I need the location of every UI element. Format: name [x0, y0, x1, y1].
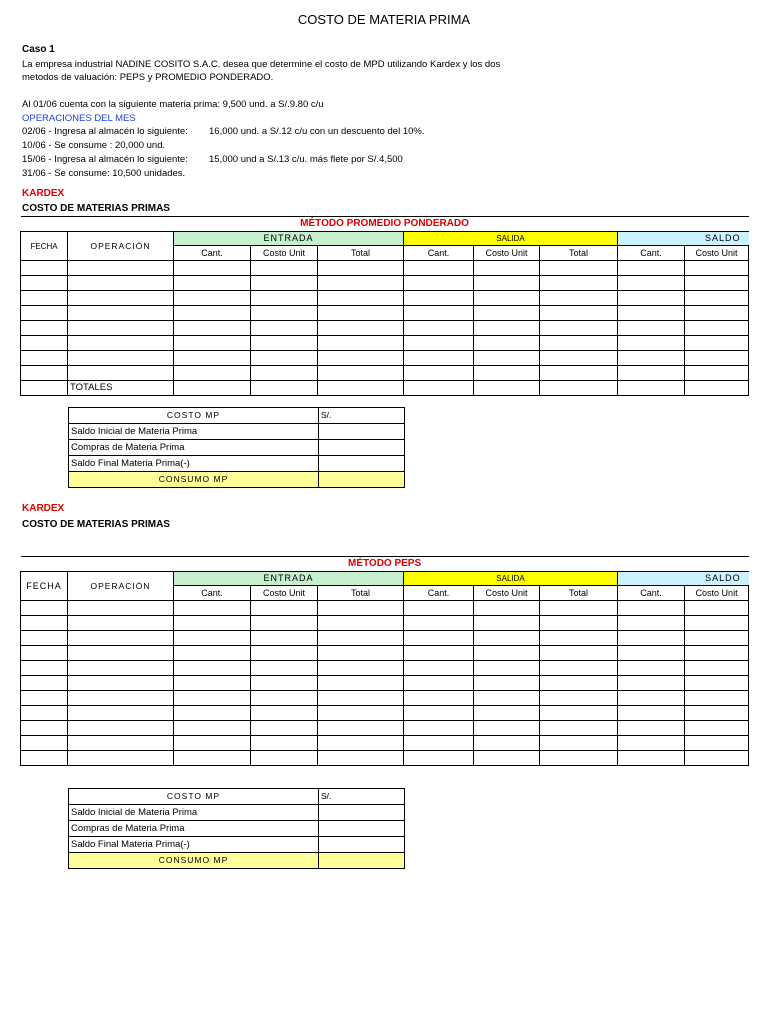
kardex-label: KARDEX: [22, 503, 65, 514]
page-title: COSTO DE MATERIA PRIMA: [297, 12, 471, 27]
table-cell[interactable]: [68, 351, 174, 366]
table-cell[interactable]: [404, 616, 474, 631]
table-cell[interactable]: [474, 291, 540, 306]
sub-header-total: Total: [540, 246, 618, 261]
table-cell[interactable]: [251, 291, 318, 306]
table-cell[interactable]: [21, 601, 68, 616]
table-cell[interactable]: [618, 261, 685, 276]
sub-header-costo-unit: Costo Unit: [685, 246, 749, 261]
table-cell[interactable]: [685, 381, 749, 396]
sub-header-costo-unit: Costo Unit: [474, 246, 540, 261]
operation-desc: 15/06 - Ingresa al almacén lo siguiente:: [22, 154, 188, 165]
table-cell[interactable]: [68, 321, 174, 336]
table-cell[interactable]: [174, 276, 251, 291]
table-cell[interactable]: [685, 661, 749, 676]
table-cell[interactable]: [618, 291, 685, 306]
table-cell[interactable]: [174, 351, 251, 366]
table-cell[interactable]: [474, 631, 540, 646]
table-cell[interactable]: [618, 646, 685, 661]
table-cell[interactable]: [474, 336, 540, 351]
table-cell[interactable]: [540, 751, 618, 766]
table-cell[interactable]: [474, 721, 540, 736]
value-cell[interactable]: [319, 805, 405, 821]
table-cell[interactable]: [474, 736, 540, 751]
table-cell[interactable]: [685, 751, 749, 766]
table-cell[interactable]: [618, 706, 685, 721]
col-fecha-header: FECHA: [21, 232, 68, 261]
costo-mp-table-peps: [68, 788, 405, 869]
table-cell[interactable]: [174, 736, 251, 751]
table-cell[interactable]: [404, 676, 474, 691]
table-cell[interactable]: [404, 706, 474, 721]
table-cell[interactable]: [174, 601, 251, 616]
table-cell[interactable]: [318, 616, 404, 631]
table-cell[interactable]: [404, 751, 474, 766]
table-cell[interactable]: [174, 676, 251, 691]
table-cell[interactable]: [540, 661, 618, 676]
kardex-table-promedio: [20, 216, 749, 396]
table-cell[interactable]: [21, 366, 68, 381]
table-cell[interactable]: [21, 291, 68, 306]
table-cell[interactable]: [21, 321, 68, 336]
table-cell[interactable]: [21, 736, 68, 751]
table-cell[interactable]: [318, 676, 404, 691]
table-cell[interactable]: [318, 351, 404, 366]
table-cell[interactable]: [404, 736, 474, 751]
table-cell[interactable]: [618, 336, 685, 351]
row-saldo-final: Saldo Final Materia Prima(-): [69, 456, 319, 472]
table-row: [21, 721, 749, 736]
table-cell[interactable]: [174, 721, 251, 736]
table-cell[interactable]: [404, 661, 474, 676]
case-intro-line1: La empresa industrial NADINE COSITO S.A.C. desea que determine el costo de MPD utilizando Kardex y los dos: [22, 59, 501, 70]
table-cell[interactable]: [21, 646, 68, 661]
group-saldo-header: SALDO: [618, 232, 749, 246]
table-cell[interactable]: [618, 736, 685, 751]
kardex-body: [21, 601, 749, 766]
table-cell[interactable]: [474, 351, 540, 366]
consumo-mp-value[interactable]: [319, 472, 405, 488]
table-cell[interactable]: [474, 306, 540, 321]
table-cell[interactable]: [68, 336, 174, 351]
table-row: [21, 706, 749, 721]
table-cell[interactable]: [68, 661, 174, 676]
case-label: Caso 1: [22, 44, 55, 55]
table-cell[interactable]: [68, 721, 174, 736]
group-entrada-header: ENTRADA: [174, 572, 404, 586]
sub-header-cant: Cant.: [404, 246, 474, 261]
table-cell[interactable]: [251, 366, 318, 381]
table-cell[interactable]: [251, 736, 318, 751]
table-cell[interactable]: [685, 721, 749, 736]
table-cell[interactable]: [174, 706, 251, 721]
table-cell[interactable]: [251, 721, 318, 736]
table-cell[interactable]: [251, 261, 318, 276]
table-cell[interactable]: [618, 631, 685, 646]
table-cell[interactable]: [21, 691, 68, 706]
sub-header-cant: Cant.: [404, 586, 474, 601]
sub-header-cant: Cant.: [174, 246, 251, 261]
operations-heading: OPERACIONES DEL MES: [22, 113, 136, 124]
table-cell[interactable]: [404, 276, 474, 291]
table-cell[interactable]: [540, 646, 618, 661]
table-cell[interactable]: [540, 736, 618, 751]
table-cell[interactable]: [540, 601, 618, 616]
table-cell[interactable]: [540, 261, 618, 276]
row-saldo-inicial: Saldo Inicial de Materia Prima: [69, 805, 319, 821]
table-cell[interactable]: [318, 601, 404, 616]
table-cell[interactable]: [68, 291, 174, 306]
table-cell[interactable]: [251, 351, 318, 366]
table-cell[interactable]: [174, 306, 251, 321]
table-cell[interactable]: [21, 261, 68, 276]
table-cell[interactable]: [618, 321, 685, 336]
table-row: [21, 321, 749, 336]
table-cell[interactable]: [540, 631, 618, 646]
table-cell[interactable]: [318, 381, 404, 396]
table-cell[interactable]: [618, 276, 685, 291]
group-salida-header: SALIDA: [404, 572, 618, 586]
value-cell[interactable]: [319, 456, 405, 472]
table-cell[interactable]: [540, 291, 618, 306]
table-cell[interactable]: [474, 751, 540, 766]
table-row: [21, 601, 749, 616]
table-cell[interactable]: [21, 706, 68, 721]
initial-stock-text: Al 01/06 cuenta con la siguiente materia prima: 9,500 und. a S/.9.80 c/u: [22, 99, 324, 110]
group-salida-header: SALIDA: [404, 232, 618, 246]
table-cell[interactable]: [68, 306, 174, 321]
col-operacion-header: OPERACIÓN: [68, 572, 174, 601]
row-compras: Compras de Materia Prima: [69, 440, 319, 456]
sub-header-cant: Cant.: [618, 246, 685, 261]
table-cell[interactable]: [68, 706, 174, 721]
table-cell[interactable]: [21, 661, 68, 676]
table-cell[interactable]: [685, 706, 749, 721]
table-cell[interactable]: [404, 691, 474, 706]
table-cell[interactable]: [21, 751, 68, 766]
table-cell[interactable]: [618, 306, 685, 321]
table-cell[interactable]: [685, 366, 749, 381]
row-compras: Compras de Materia Prima: [69, 821, 319, 837]
table-cell[interactable]: [174, 261, 251, 276]
table-cell[interactable]: [540, 351, 618, 366]
value-cell[interactable]: [319, 821, 405, 837]
table-cell[interactable]: [21, 721, 68, 736]
table-cell[interactable]: [685, 321, 749, 336]
table-cell[interactable]: [685, 276, 749, 291]
table-cell[interactable]: [68, 676, 174, 691]
table-cell[interactable]: [318, 646, 404, 661]
sub-header-costo-unit: Costo Unit: [251, 586, 318, 601]
table-cell[interactable]: [404, 351, 474, 366]
table-cell[interactable]: [618, 676, 685, 691]
table-cell[interactable]: [618, 751, 685, 766]
currency-label: S/.: [319, 408, 405, 424]
table-cell[interactable]: [318, 336, 404, 351]
table-cell[interactable]: [318, 706, 404, 721]
table-cell[interactable]: [685, 616, 749, 631]
costo-mp-header: COSTO MP: [69, 408, 319, 424]
table-row: [21, 261, 749, 276]
table-row: [21, 661, 749, 676]
case-intro-line2: metodos de valuación: PEPS y PROMEDIO PONDERADO.: [22, 72, 274, 83]
table-cell[interactable]: [474, 676, 540, 691]
table-cell[interactable]: [318, 631, 404, 646]
method-title: MÉTODO PEPS: [21, 557, 749, 572]
table-row: [21, 351, 749, 366]
table-cell[interactable]: [318, 291, 404, 306]
table-cell[interactable]: [685, 336, 749, 351]
table-cell[interactable]: [474, 661, 540, 676]
table-cell[interactable]: [318, 276, 404, 291]
table-cell[interactable]: [174, 751, 251, 766]
table-cell[interactable]: [21, 351, 68, 366]
table-cell[interactable]: [21, 676, 68, 691]
table-cell[interactable]: [474, 321, 540, 336]
table-cell[interactable]: [474, 366, 540, 381]
table-cell[interactable]: [68, 751, 174, 766]
table-cell[interactable]: [618, 616, 685, 631]
table-cell[interactable]: [685, 646, 749, 661]
row-saldo-final: Saldo Final Materia Prima(-): [69, 837, 319, 853]
operation-desc: 10/06 - Se consume : 20,000 und.: [22, 140, 166, 151]
table-cell[interactable]: [318, 751, 404, 766]
table-cell[interactable]: [540, 721, 618, 736]
table-cell[interactable]: [618, 381, 685, 396]
table-cell[interactable]: [174, 616, 251, 631]
table-cell[interactable]: [685, 261, 749, 276]
table-cell[interactable]: [251, 321, 318, 336]
table-cell[interactable]: [404, 306, 474, 321]
group-entrada-header: ENTRADA: [174, 232, 404, 246]
table-row: [21, 751, 749, 766]
table-cell[interactable]: [540, 691, 618, 706]
totals-label: TOTALES: [68, 381, 174, 396]
table-cell[interactable]: [618, 661, 685, 676]
sub-header-total: Total: [318, 586, 404, 601]
col-operacion-header: OPERACIÓN: [68, 232, 174, 261]
table-cell[interactable]: [68, 261, 174, 276]
table-cell[interactable]: [404, 381, 474, 396]
sub-header-costo-unit: Costo Unit: [474, 586, 540, 601]
consumo-mp-value[interactable]: [319, 853, 405, 869]
table-cell[interactable]: [685, 676, 749, 691]
table-row: [21, 291, 749, 306]
value-cell[interactable]: [319, 837, 405, 853]
table-cell[interactable]: [174, 646, 251, 661]
table-row: [21, 616, 749, 631]
table-cell[interactable]: [404, 646, 474, 661]
table-cell[interactable]: [540, 276, 618, 291]
table-cell[interactable]: [685, 601, 749, 616]
table-cell[interactable]: [540, 706, 618, 721]
costo-mp-table-promedio: [68, 407, 405, 488]
table-cell[interactable]: [474, 601, 540, 616]
value-cell[interactable]: [319, 424, 405, 440]
kardex-table-peps: [20, 556, 749, 766]
table-cell[interactable]: [174, 321, 251, 336]
table-cell[interactable]: [404, 721, 474, 736]
table-cell[interactable]: [68, 691, 174, 706]
table-cell[interactable]: [618, 691, 685, 706]
table-cell[interactable]: [618, 351, 685, 366]
table-cell[interactable]: [318, 306, 404, 321]
table-row: [21, 646, 749, 661]
table-row: [21, 691, 749, 706]
table-cell[interactable]: [404, 261, 474, 276]
table-cell[interactable]: [251, 631, 318, 646]
consumo-mp-label: CONSUMO MP: [69, 472, 319, 488]
table-cell[interactable]: [474, 706, 540, 721]
operation-detail: 15,000 und a S/.13 c/u. más flete por S/.4,500: [209, 154, 403, 165]
table-cell[interactable]: [174, 381, 251, 396]
table-cell[interactable]: [251, 646, 318, 661]
table-cell[interactable]: [68, 366, 174, 381]
table-cell[interactable]: [474, 691, 540, 706]
table-cell[interactable]: [474, 616, 540, 631]
table-cell[interactable]: [251, 336, 318, 351]
table-cell[interactable]: [251, 616, 318, 631]
table-cell[interactable]: [540, 306, 618, 321]
table-cell[interactable]: [685, 306, 749, 321]
kardex-subtitle: COSTO DE MATERIAS PRIMAS: [22, 519, 170, 530]
currency-label: S/.: [319, 789, 405, 805]
table-cell[interactable]: [68, 631, 174, 646]
table-cell[interactable]: [404, 631, 474, 646]
table-cell[interactable]: [685, 291, 749, 306]
table-cell[interactable]: [474, 381, 540, 396]
table-cell[interactable]: [318, 261, 404, 276]
table-cell[interactable]: [618, 366, 685, 381]
table-cell[interactable]: [404, 601, 474, 616]
col-fecha-header: FECHA: [21, 572, 68, 601]
table-cell[interactable]: [21, 336, 68, 351]
table-row: [21, 276, 749, 291]
row-saldo-inicial: Saldo Inicial de Materia Prima: [69, 424, 319, 440]
table-row: [21, 336, 749, 351]
kardex-subtitle: COSTO DE MATERIAS PRIMAS: [22, 203, 170, 214]
table-cell[interactable]: [251, 381, 318, 396]
table-cell[interactable]: [251, 601, 318, 616]
value-cell[interactable]: [319, 440, 405, 456]
table-cell[interactable]: [251, 706, 318, 721]
table-cell[interactable]: [68, 616, 174, 631]
table-cell[interactable]: [251, 691, 318, 706]
table-cell[interactable]: [318, 366, 404, 381]
table-row: [21, 366, 749, 381]
table-cell[interactable]: [685, 691, 749, 706]
table-cell[interactable]: [404, 291, 474, 306]
table-cell[interactable]: [21, 381, 68, 396]
table-cell[interactable]: [174, 336, 251, 351]
table-cell[interactable]: [21, 631, 68, 646]
table-cell[interactable]: [174, 366, 251, 381]
table-cell[interactable]: [540, 366, 618, 381]
table-cell[interactable]: [474, 276, 540, 291]
table-row: [21, 736, 749, 751]
table-cell[interactable]: [404, 321, 474, 336]
table-cell[interactable]: [174, 661, 251, 676]
kardex-label: KARDEX: [22, 188, 65, 199]
sub-header-total: Total: [318, 246, 404, 261]
table-cell[interactable]: [251, 661, 318, 676]
table-cell[interactable]: [404, 336, 474, 351]
sub-header-total: Total: [540, 586, 618, 601]
costo-mp-header: COSTO MP: [69, 789, 319, 805]
table-cell[interactable]: [68, 601, 174, 616]
table-cell[interactable]: [318, 321, 404, 336]
sub-header-cant: Cant.: [618, 586, 685, 601]
table-row: [21, 631, 749, 646]
table-cell[interactable]: [540, 336, 618, 351]
table-cell[interactable]: [21, 616, 68, 631]
table-row: [21, 306, 749, 321]
sub-header-cant: Cant.: [174, 586, 251, 601]
table-cell[interactable]: [174, 691, 251, 706]
operation-desc: 02/06 - Ingresa al almacén lo siguiente:: [22, 126, 188, 137]
table-cell[interactable]: [251, 276, 318, 291]
operation-desc: 31/06 - Se consume: 10,500 unidades.: [22, 168, 186, 179]
table-cell[interactable]: [251, 751, 318, 766]
table-cell[interactable]: [540, 381, 618, 396]
table-cell[interactable]: [68, 646, 174, 661]
table-cell[interactable]: [474, 261, 540, 276]
table-cell[interactable]: [68, 276, 174, 291]
method-title: MÉTODO PROMEDIO PONDERADO: [21, 217, 749, 232]
sub-header-costo-unit: Costo Unit: [251, 246, 318, 261]
table-cell[interactable]: [251, 306, 318, 321]
table-cell[interactable]: [685, 736, 749, 751]
kardex-body: [21, 261, 749, 381]
table-cell[interactable]: [618, 721, 685, 736]
table-cell[interactable]: [618, 601, 685, 616]
table-cell[interactable]: [318, 736, 404, 751]
table-cell[interactable]: [540, 321, 618, 336]
operation-detail: 16,000 und. a S/.12 c/u con un descuento del 10%.: [209, 126, 425, 137]
table-cell[interactable]: [318, 691, 404, 706]
table-cell[interactable]: [404, 366, 474, 381]
table-cell[interactable]: [685, 631, 749, 646]
table-cell[interactable]: [174, 291, 251, 306]
table-cell[interactable]: [318, 661, 404, 676]
group-saldo-header: SALDO: [618, 572, 749, 586]
totals-row: [21, 381, 749, 396]
table-cell[interactable]: [68, 736, 174, 751]
table-cell[interactable]: [540, 616, 618, 631]
table-cell[interactable]: [21, 276, 68, 291]
consumo-mp-label: CONSUMO MP: [69, 853, 319, 869]
table-cell[interactable]: [174, 631, 251, 646]
table-cell[interactable]: [318, 721, 404, 736]
table-cell[interactable]: [685, 351, 749, 366]
table-cell[interactable]: [540, 676, 618, 691]
table-row: [21, 676, 749, 691]
table-cell[interactable]: [251, 676, 318, 691]
table-cell[interactable]: [474, 646, 540, 661]
sub-header-costo-unit: Costo Unit: [685, 586, 749, 601]
table-cell[interactable]: [21, 306, 68, 321]
